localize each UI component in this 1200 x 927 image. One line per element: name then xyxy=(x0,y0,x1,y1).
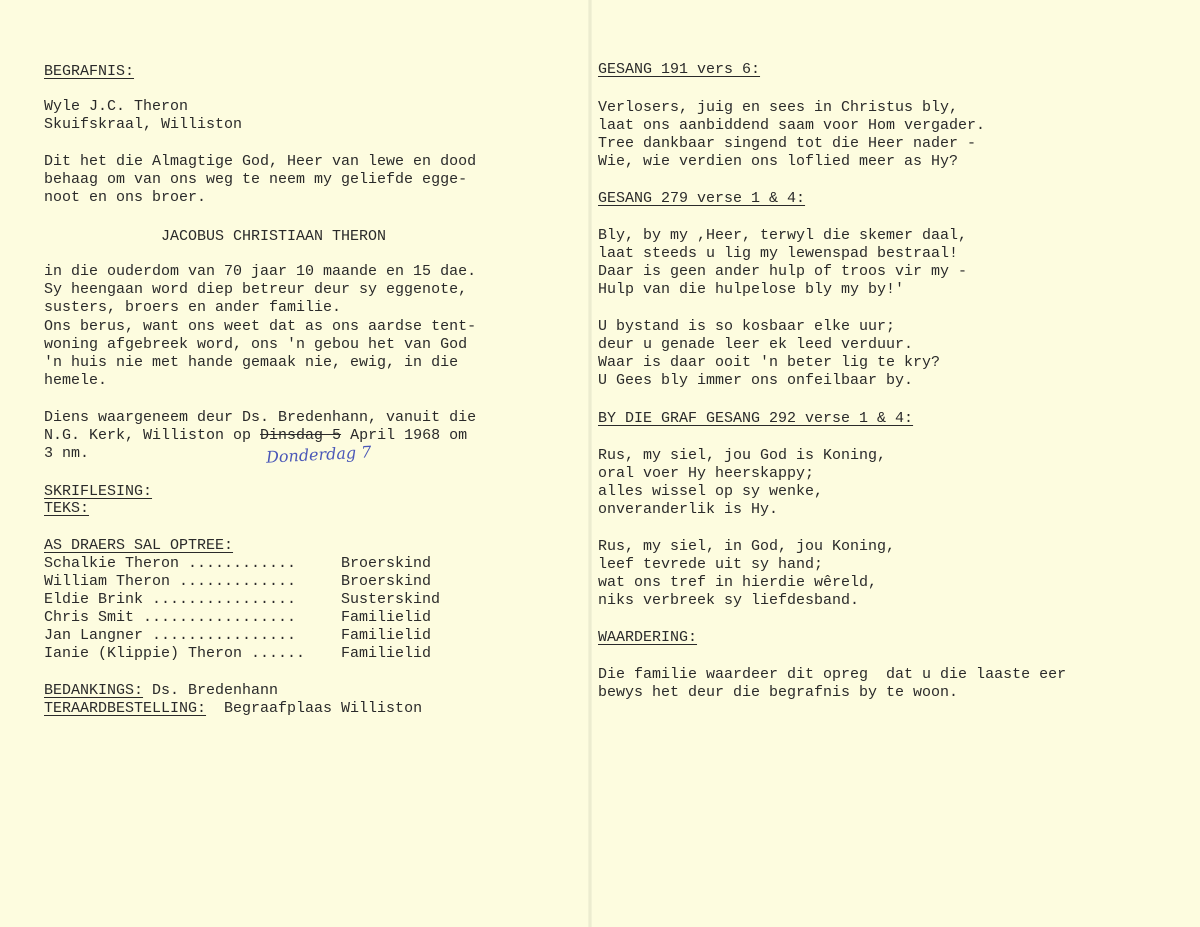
body-line: in die ouderdom van 70 jaar 10 maande en 15 dae. xyxy=(44,263,477,280)
service-line-date xyxy=(44,427,467,445)
hymn-line: Rus, my siel, in God, jou Koning, xyxy=(598,538,896,555)
pallbearer-row xyxy=(44,645,314,663)
pallbearer-row xyxy=(44,555,305,573)
hymn-line: oral voer Hy heerskappy; xyxy=(598,465,815,482)
farm-location-line: Skuifskraal, Williston xyxy=(44,116,243,133)
left-page xyxy=(0,0,590,927)
appreciation-line: Die familie waardeer dit opreg dat u die laaste eer xyxy=(598,666,1067,683)
appreciation-heading: WAARDERING: xyxy=(598,629,698,646)
pallbearer-row xyxy=(44,609,305,627)
service-line: Diens waargeneem deur Ds. Bredenhann, vanuit die xyxy=(44,409,477,426)
body-line: hemele. xyxy=(44,372,108,389)
pallbearer-name: Eldie Brink xyxy=(44,591,144,608)
body-line: 'n huis nie met hande gemaak nie, ewig, in die xyxy=(44,354,459,371)
hymn-line: Hulp van die hulpelose bly my by!' xyxy=(598,281,905,298)
hymn-line: niks verbreek sy liefdesband. xyxy=(598,592,860,609)
hymn-line: laat steeds u lig my lewenspad bestraal! xyxy=(598,245,959,262)
pallbearer-row xyxy=(44,591,305,609)
struck-date: Dinsdag 5 xyxy=(260,427,342,444)
body-line: woning afgebreek word, ons 'n gebou het van God xyxy=(44,336,468,353)
appreciation-line: bewys het deur die begrafnis by te woon. xyxy=(598,684,959,701)
heading-begrafnis: BEGRAFNIS: xyxy=(44,63,135,80)
hymn-line: Waar is daar ooit 'n beter lig te kry? xyxy=(598,354,941,371)
pallbearer-relation: Familielid xyxy=(341,627,432,644)
pallbearer-relation: Broerskind xyxy=(341,573,432,590)
dot-leader: ...... xyxy=(242,645,315,662)
burial-label: TERAARDBESTELLING: xyxy=(44,700,207,717)
hymn-line: laat ons aanbiddend saam voor Hom vergader. xyxy=(598,117,986,134)
body-line: Ons berus, want ons weet dat as ons aardse tent- xyxy=(44,318,477,335)
pallbearer-name: Chris Smit xyxy=(44,609,135,626)
hymn-line: alles wissel op sy wenke, xyxy=(598,483,824,500)
body-line: susters, broers en ander familie. xyxy=(44,299,342,316)
right-page xyxy=(590,0,1200,927)
intro-line: noot en ons broer. xyxy=(44,189,207,206)
service-text: April 1968 om xyxy=(341,427,468,444)
burial-line xyxy=(44,700,422,718)
hymn-line: onveranderlik is Hy. xyxy=(598,501,779,518)
pallbearer-name: Ianie (Klippie) Theron xyxy=(44,645,243,662)
hymn-line: leef tevrede uit sy hand; xyxy=(598,556,824,573)
service-time: 3 nm. xyxy=(44,445,90,462)
full-name: JACOBUS CHRISTIAAN THERON xyxy=(161,228,387,245)
pallbearer-name: William Theron xyxy=(44,573,171,590)
handwritten-correction: Donderdag 7 xyxy=(265,442,372,467)
intro-line: behaag om van ons weg te neem my geliefde egge- xyxy=(44,171,468,188)
intro-line: Dit het die Almagtige God, Heer van lewe en dood xyxy=(44,153,477,170)
pallbearers-heading: AS DRAERS SAL OPTREE: xyxy=(44,537,234,554)
hymn-line: Daar is geen ander hulp of troos vir my - xyxy=(598,263,968,280)
burial-value: Begraafplaas Williston xyxy=(206,700,423,717)
hymn-line: U Gees bly immer ons onfeilbaar by. xyxy=(598,372,914,389)
skriflesing-label: SKRIFLESING: xyxy=(44,483,153,500)
hymn-line: Wie, wie verdien ons loflied meer as Hy? xyxy=(598,153,959,170)
pallbearer-row xyxy=(44,627,305,645)
dot-leader: ................. xyxy=(134,609,306,626)
pallbearer-name: Jan Langner xyxy=(44,627,144,644)
dot-leader: ............ xyxy=(179,555,306,572)
dot-leader: ................ xyxy=(143,627,306,644)
pallbearer-relation: Broerskind xyxy=(341,555,432,572)
hymn1-heading: GESANG 191 vers 6: xyxy=(598,61,761,78)
pallbearer-relation: Susterskind xyxy=(341,591,441,608)
service-text: N.G. Kerk, Williston op xyxy=(44,427,261,444)
dot-leader: ............. xyxy=(170,573,306,590)
deceased-name-line: Wyle J.C. Theron xyxy=(44,98,189,115)
pallbearer-relation: Familielid xyxy=(341,645,432,662)
thanks-value: Ds. Bredenhann xyxy=(143,682,279,699)
pallbearer-relation: Familielid xyxy=(341,609,432,626)
pallbearer-name: Schalkie Theron xyxy=(44,555,180,572)
pallbearer-row xyxy=(44,573,305,591)
hymn-line: Rus, my siel, jou God is Koning, xyxy=(598,447,887,464)
body-line: Sy heengaan word diep betreur deur sy eggenote, xyxy=(44,281,468,298)
hymn-line: Verlosers, juig en sees in Christus bly, xyxy=(598,99,959,116)
hymn-line: wat ons tref in hierdie wêreld, xyxy=(598,574,878,591)
hymn3-heading: BY DIE GRAF GESANG 292 verse 1 & 4: xyxy=(598,410,914,427)
hymn-line: Bly, by my ,Heer, terwyl die skemer daal, xyxy=(598,227,968,244)
hymn-line: deur u genade leer ek leed verduur. xyxy=(598,336,914,353)
teks-label: TEKS: xyxy=(44,500,90,517)
dot-leader: ................ xyxy=(143,591,306,608)
hymn2-heading: GESANG 279 verse 1 & 4: xyxy=(598,190,806,207)
hymn-line: U bystand is so kosbaar elke uur; xyxy=(598,318,896,335)
thanks-line xyxy=(44,682,278,700)
thanks-label: BEDANKINGS: xyxy=(44,682,144,699)
hymn-line: Tree dankbaar singend tot die Heer nader - xyxy=(598,135,977,152)
